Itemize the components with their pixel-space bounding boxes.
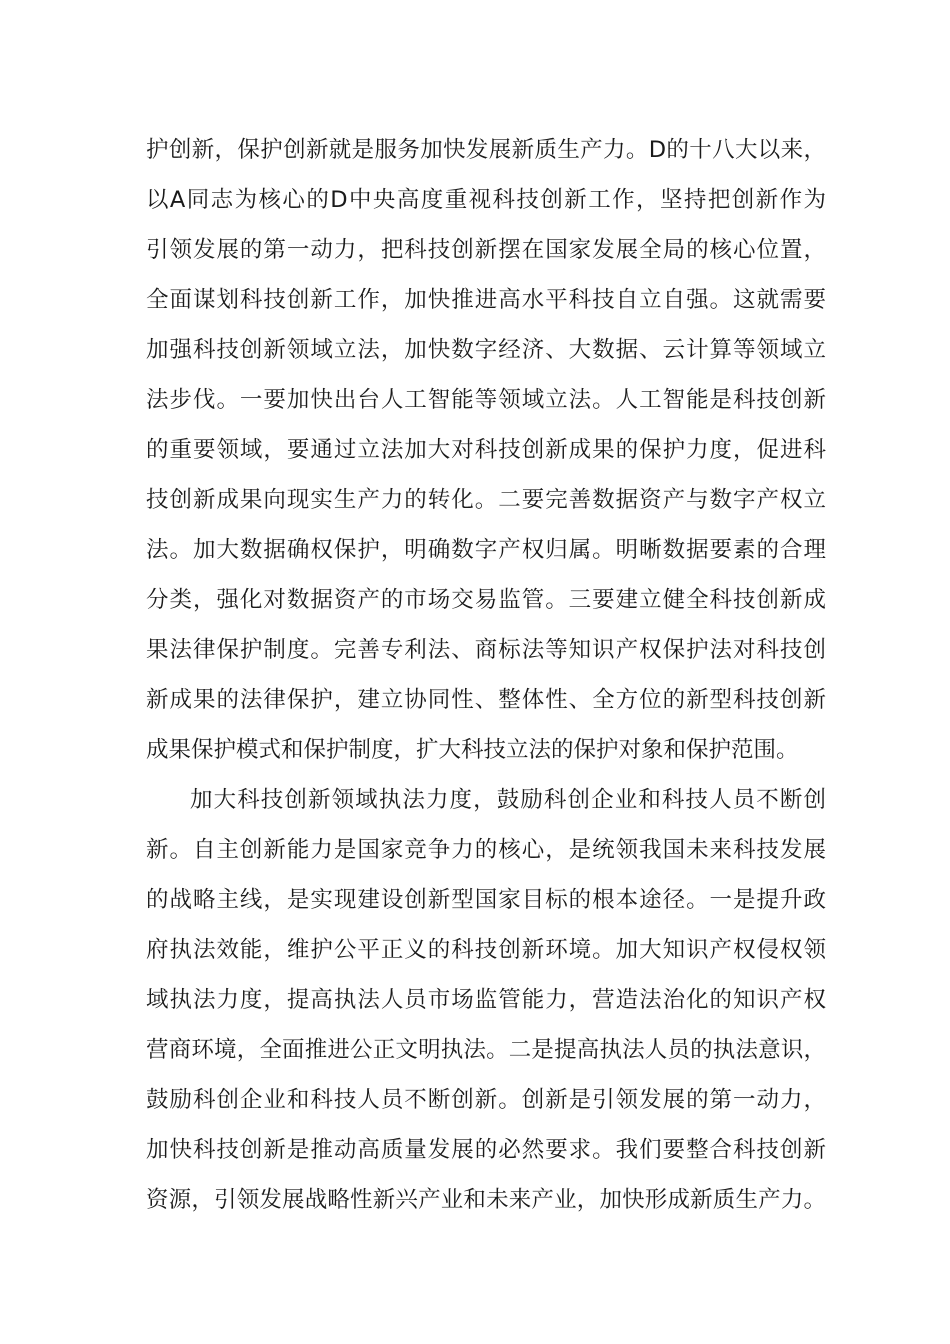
text-line: 引领发展的第一动力，把科技创新摆在国家发展全局的核心位置， bbox=[146, 237, 826, 263]
text-line: 的重要领域，要通过立法加大对科技创新成果的保护力度，促进科 bbox=[146, 437, 826, 463]
text-line: 鼓励科创企业和科技人员不断创新。创新是引领发展的第一动力， bbox=[146, 1087, 826, 1113]
text-line: 法。加大数据确权保护，明确数字产权归属。明晰数据要素的合理 bbox=[146, 537, 826, 563]
text-line: 的战略主线，是实现建设创新型国家目标的根本途径。一是提升政 bbox=[146, 887, 826, 913]
text-line: 分类，强化对数据资产的市场交易监管。三要建立健全科技创新成 bbox=[146, 587, 826, 613]
text-line: 果法律保护制度。完善专利法、商标法等知识产权保护法对科技创 bbox=[146, 637, 826, 663]
text-line: 新成果的法律保护，建立协同性、整体性、全方位的新型科技创新 bbox=[146, 687, 826, 713]
text-line: 资源，引领发展战略性新兴产业和未来产业，加快形成新质生产力。 bbox=[146, 1187, 826, 1213]
text-line: 府执法效能，维护公平正义的科技创新环境。加大知识产权侵权领 bbox=[146, 937, 826, 963]
text-line: 以A同志为核心的D中央高度重视科技创新工作，坚持把创新作为 bbox=[146, 187, 826, 213]
text-line: 护创新，保护创新就是服务加快发展新质生产力。D的十八大以来， bbox=[146, 137, 826, 163]
text-line: 技创新成果向现实生产力的转化。二要完善数据资产与数字产权立 bbox=[146, 487, 826, 513]
text-line: 营商环境，全面推进公正文明执法。二是提高执法人员的执法意识， bbox=[146, 1037, 826, 1063]
paragraph-first-line: 加大科技创新领域执法力度，鼓励科创企业和科技人员不断创 bbox=[190, 787, 826, 813]
text-line: 全面谋划科技创新工作，加快推进高水平科技自立自强。这就需要 bbox=[146, 287, 826, 313]
text-line: 新。自主创新能力是国家竞争力的核心，是统领我国未来科技发展 bbox=[146, 837, 826, 863]
text-line: 成果保护模式和保护制度，扩大科技立法的保护对象和保护范围。 bbox=[146, 737, 799, 763]
text-line: 法步伐。一要加快出台人工智能等领域立法。人工智能是科技创新 bbox=[146, 387, 826, 413]
text-line: 加快科技创新是推动高质量发展的必然要求。我们要整合科技创新 bbox=[146, 1137, 826, 1163]
text-line: 加强科技创新领域立法，加快数字经济、大数据、云计算等领域立 bbox=[146, 337, 826, 363]
text-line: 域执法力度，提高执法人员市场监管能力，营造法治化的知识产权 bbox=[146, 987, 826, 1013]
